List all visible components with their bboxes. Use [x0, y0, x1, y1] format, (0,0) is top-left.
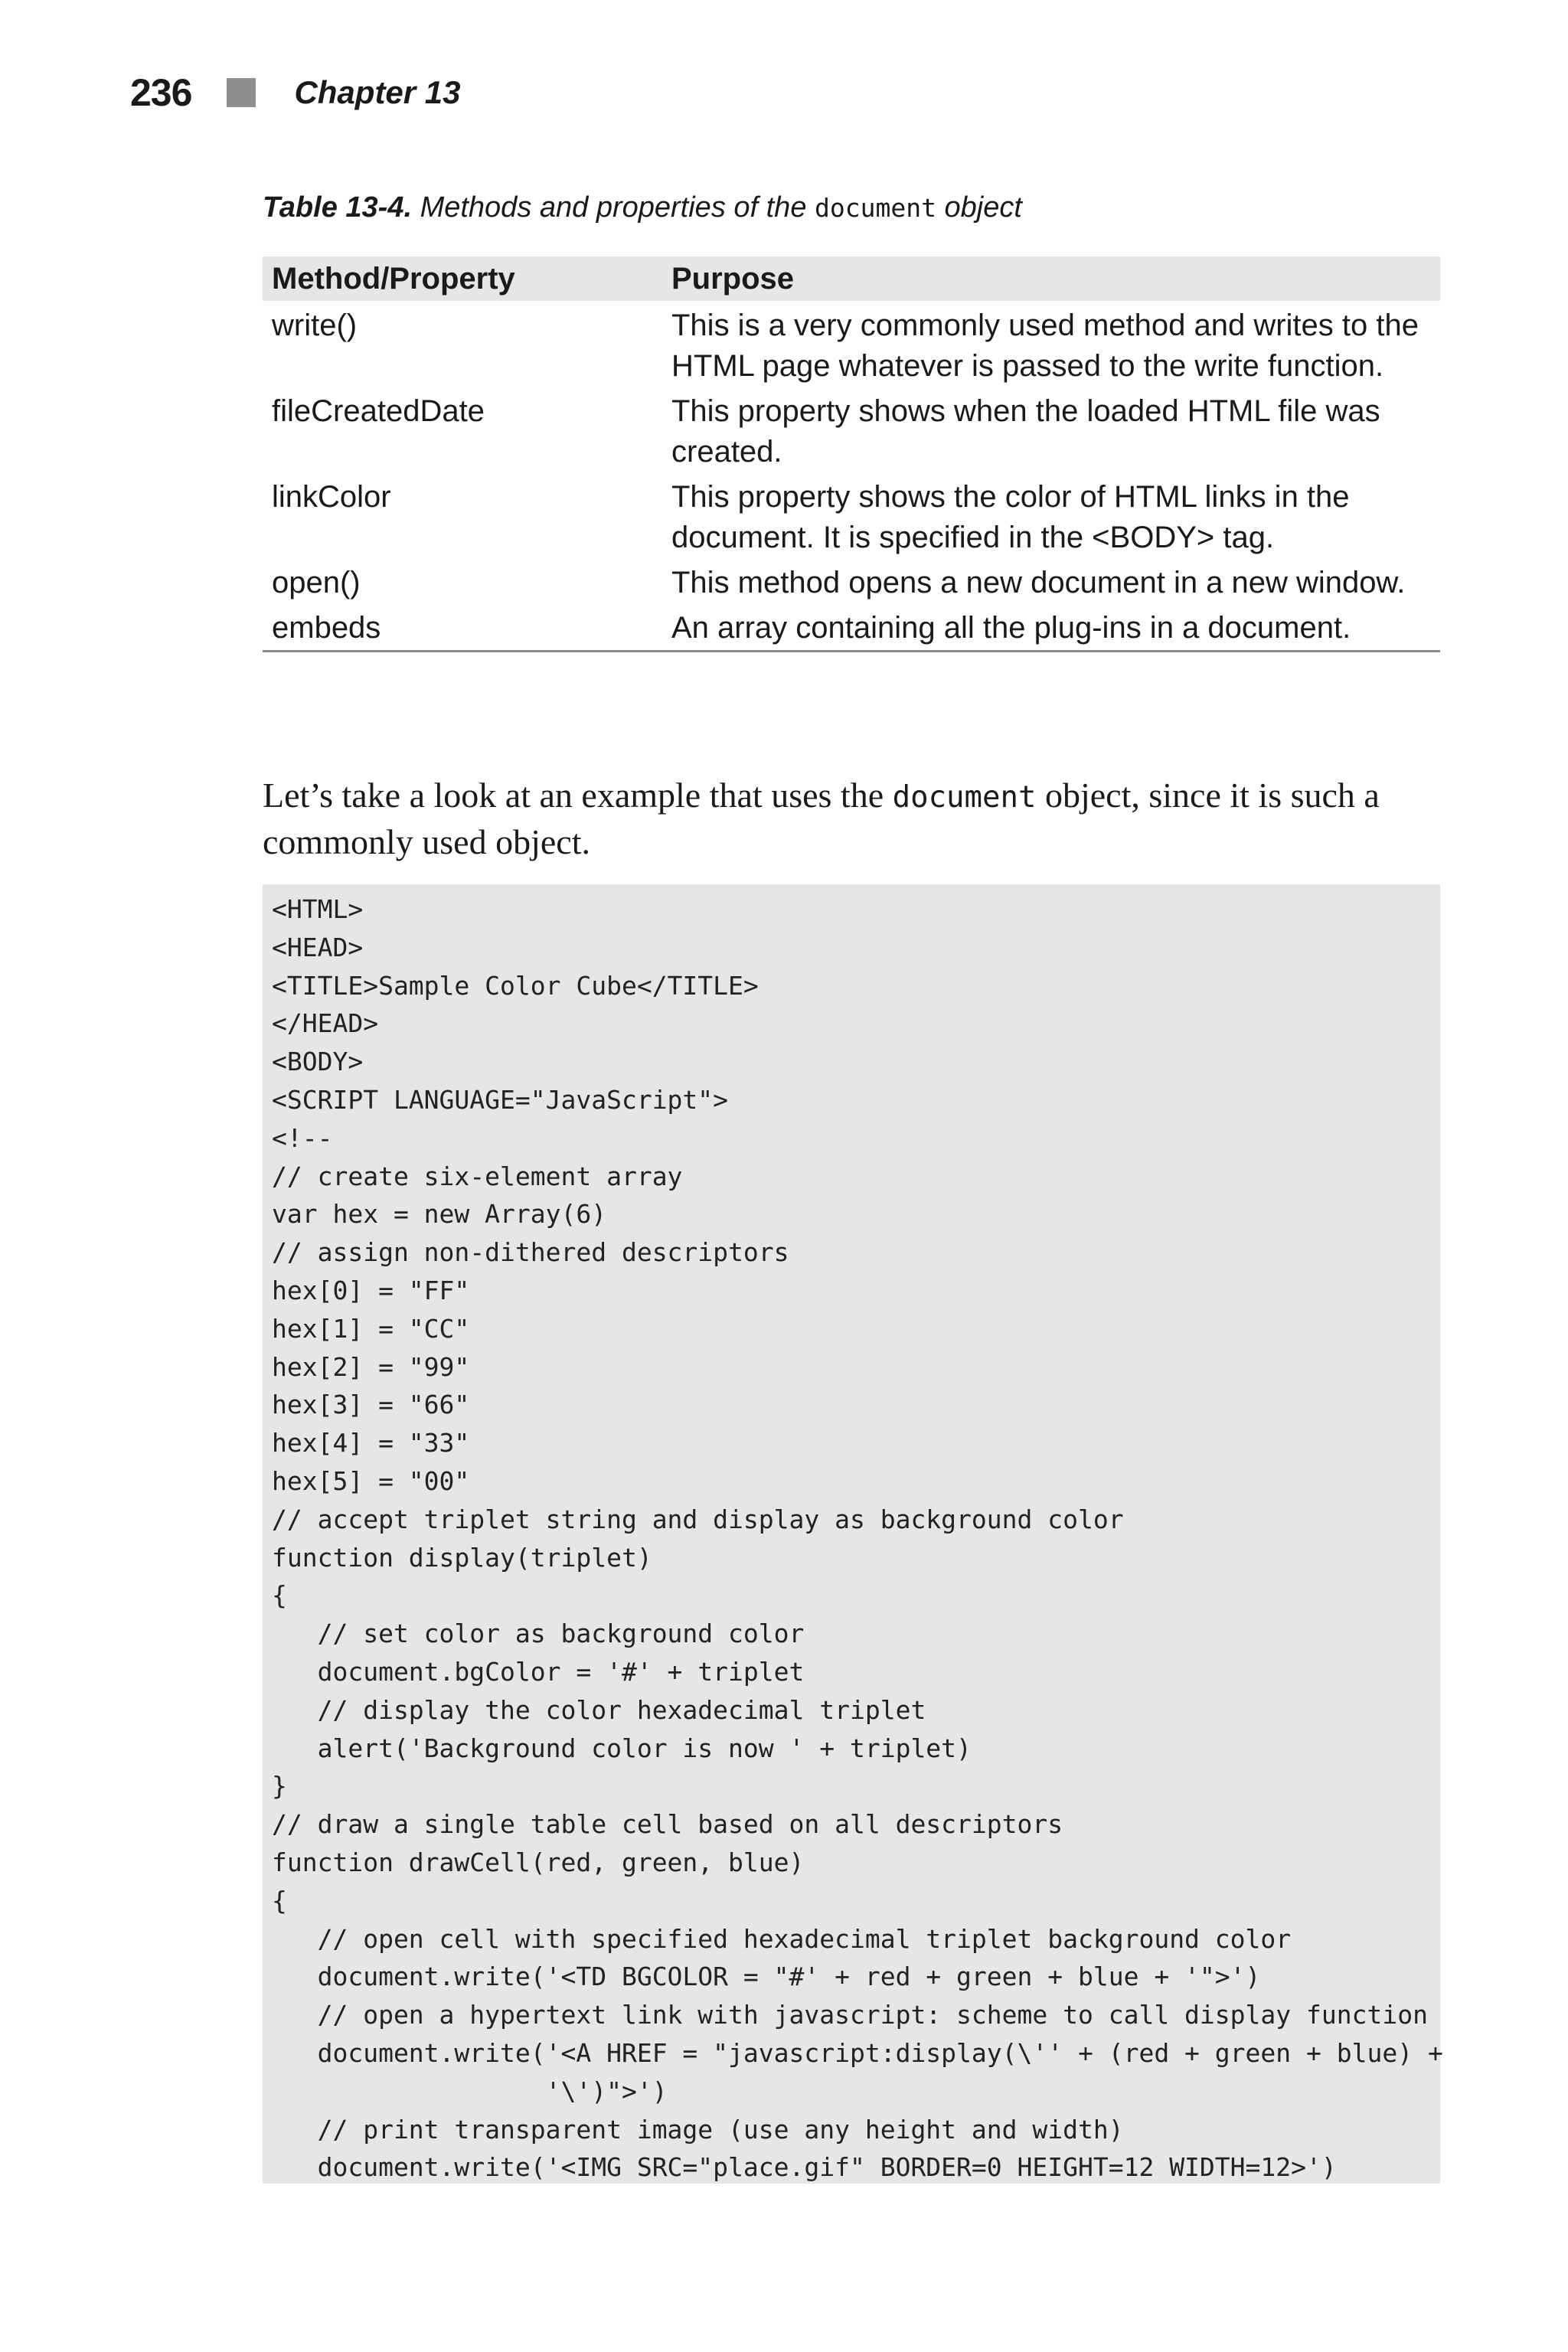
- table-row: [263, 477, 1440, 558]
- purpose-cell: This is a very commonly used method and writes to the HTML page whatever is passed to the write function.: [671, 309, 1419, 383]
- paragraph-after: object, since it is such a commonly used object.: [263, 776, 1380, 861]
- code-line: document.write('<A HREF = "javascript:display(\'' + (red + green + blue) +: [272, 2037, 1443, 2068]
- code-line: <HTML>: [272, 894, 364, 924]
- code-line: <SCRIPT LANGUAGE="JavaScript">: [272, 1084, 729, 1115]
- page-header: [130, 66, 461, 119]
- code-line: // print transparent image (use any height and width): [272, 2114, 1124, 2145]
- header-square-icon: [227, 78, 256, 107]
- table-row: [263, 305, 1440, 387]
- code-line: hex[0] = "FF": [272, 1275, 470, 1305]
- code-line: hex[2] = "99": [272, 1351, 470, 1382]
- code-line: // open cell with specified hexadecimal triplet background color: [272, 1923, 1292, 1954]
- page-number: 236: [130, 71, 192, 114]
- code-line: <BODY>: [272, 1047, 364, 1077]
- method-cell: fileCreatedDate: [272, 394, 485, 428]
- table-header-row: [263, 256, 1440, 301]
- code-line: <TITLE>Sample Color Cube</TITLE>: [272, 970, 759, 1001]
- methods-table: [263, 256, 1440, 652]
- code-line: // accept triplet string and display as background color: [272, 1504, 1124, 1534]
- paragraph-before: Let’s take a look at an example that uses the: [263, 776, 893, 815]
- table-caption-label: Table 13-4.: [263, 191, 413, 224]
- chapter-label: Chapter 13: [294, 74, 461, 110]
- code-line: document.write('<TD BGCOLOR = "#' + red + green + blue + '">'): [272, 1962, 1261, 1992]
- code-line: function display(triplet): [272, 1542, 652, 1573]
- table-caption-code: document: [815, 193, 936, 223]
- code-line: hex[3] = "66": [272, 1390, 470, 1420]
- code-line: <!--: [272, 1122, 333, 1153]
- body-paragraph: [263, 773, 1440, 864]
- code-line: {: [272, 1580, 287, 1611]
- code-line: // assign non-dithered descriptors: [272, 1237, 789, 1268]
- method-cell: write(): [272, 309, 358, 342]
- code-line: // display the color hexadecimal triplet: [272, 1694, 926, 1725]
- method-cell: embeds: [272, 611, 381, 645]
- header-purpose: Purpose: [671, 261, 795, 296]
- paragraph-inline-code: document: [892, 780, 1037, 815]
- method-cell: linkColor: [272, 480, 391, 514]
- code-line: var hex = new Array(6): [272, 1199, 607, 1230]
- code-line: // create six-element array: [272, 1161, 683, 1191]
- table-caption-suffix: object: [936, 191, 1022, 224]
- code-line: hex[4] = "33": [272, 1428, 470, 1459]
- table-row: [263, 563, 1440, 603]
- code-line: <HEAD>: [272, 932, 364, 962]
- header-method-property: Method/Property: [272, 261, 515, 296]
- code-line: hex[5] = "00": [272, 1465, 470, 1496]
- purpose-cell: This property shows the color of HTML links in the document. It is specified in the <BODY> tag.: [671, 480, 1350, 554]
- code-line: alert('Background color is now ' + triplet): [272, 1733, 972, 1763]
- code-line: }: [272, 1771, 287, 1802]
- code-line: '\')">'): [272, 2076, 668, 2106]
- code-line: // set color as background color: [272, 1619, 805, 1649]
- code-block: [263, 884, 1443, 2184]
- code-line: function drawCell(red, green, blue): [272, 1847, 805, 1877]
- table-row: [263, 608, 1440, 650]
- purpose-cell: This method opens a new document in a new window.: [671, 566, 1406, 599]
- code-line: // draw a single table cell based on all descriptors: [272, 1809, 1063, 1840]
- table-caption-text: Methods and properties of the: [412, 191, 815, 224]
- code-line: document.bgColor = '#' + triplet: [272, 1656, 805, 1687]
- purpose-cell: An array containing all the plug-ins in a document.: [671, 611, 1351, 645]
- code-line: // open a hypertext link with javascript: scheme to call display function: [272, 2000, 1428, 2030]
- code-line: hex[1] = "CC": [272, 1313, 470, 1344]
- code-line: </HEAD>: [272, 1008, 379, 1039]
- code-line: document.write('<IMG SRC="place.gif" BORDER=0 HEIGHT=12 WIDTH=12>'): [272, 2152, 1337, 2183]
- table-row: [263, 391, 1440, 472]
- code-line: {: [272, 1885, 287, 1916]
- purpose-cell: This property shows when the loaded HTML file was created.: [671, 394, 1380, 469]
- table-caption: [263, 191, 1022, 224]
- method-cell: open(): [272, 566, 361, 599]
